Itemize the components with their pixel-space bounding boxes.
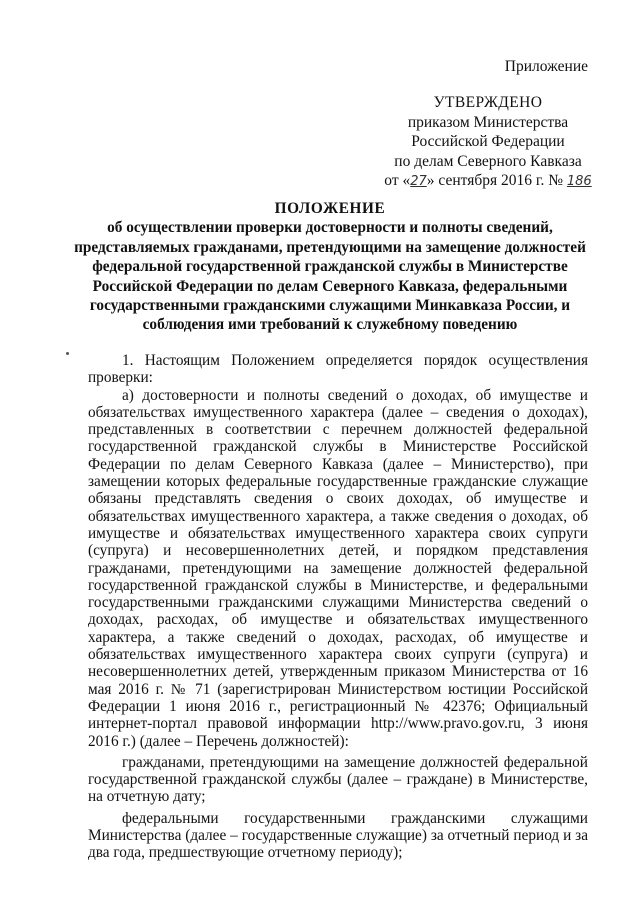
paragraph-citizens: гражданами, претендующими на замещение должностей федеральной государственной гражданской службы (далее – граждане) в Министерстве, на отчетную дату; <box>88 753 588 806</box>
approved-line-3: по делам Северного Кавказа <box>394 152 582 170</box>
title-main: ПОЛОЖЕНИЕ <box>274 200 386 217</box>
scan-speck <box>66 352 69 355</box>
appendix-label: Приложение <box>504 58 588 75</box>
paragraph-servants: федеральными государственными гражданскими служащими Министерства (далее – государственные служащие) за отчетный период и за два года, предшествующие отчетному периоду); <box>88 809 588 862</box>
approval-date-line <box>372 171 604 192</box>
date-prefix: от « <box>384 172 411 190</box>
body-text <box>88 352 588 862</box>
order-number-handwritten: 186 <box>566 174 592 190</box>
paragraph-1: 1. Настоящим Положением определяется порядок осуществления проверки: <box>88 352 588 387</box>
approved-line-1: приказом Министерства <box>407 113 569 131</box>
approved-heading: УТВЕРЖДЕНО <box>433 94 543 111</box>
title-subtitle: об осуществлении проверки достоверности и полноты сведений, представляемых гражданами, претендующими на замещение должностей федеральной государственной гражданской службы в Министерстве Российской Федерации по делам Северного Кавказа, федеральными государственными гражданскими служащими Минкавказа России, и соблюдения ими требований к служебному поведению <box>74 219 586 334</box>
approved-line-2: Российской Федерации <box>411 133 565 151</box>
document-title <box>60 199 600 335</box>
date-day-handwritten: 27 <box>410 174 427 190</box>
paragraph-a: а) достоверности и полноты сведений о доходах, об имуществе и обязательствах имущественного характера (далее – сведения о доходах), представленных в соответствии с перечнем должностей федеральной государственной гражданской службы в Министерстве Российской Федерации по делам Северного Кавказа (далее – Министерство), при замещении которых федеральные государственные гражданские служащие обязаны представлять сведения о своих доходах, об имуществе и обязательствах имущественного характера, а также сведения о доходах, об имуществе и обязательствах имущественного характера своих супруги (супруга) и несовершеннолетних детей, и порядком представления гражданами, претендующими на замещение должностей федеральной государственной гражданской службы в Министерстве, и федеральными государственными гражданскими служащими Министерства сведений о доходах, расходах, об имуществе и обязательствах имущественного характера, а также сведений о доходах, расходах, об имуществе и обязательствах имущественного характера своих супруги (супруга) и несовершеннолетних детей, утвержденным приказом Министерства от 16 мая 2016 г. № 71 (зарегистрирован Министерством юстиции Российской Федерации 1 июня 2016 г., регистрационный № 42376; Официальный интернет-портал правовой информации http://www.pravo.gov.ru, 3 июня 2016 г.) (далее – Перечень должностей): <box>88 386 588 750</box>
date-middle: » сентября 2016 г. № <box>426 172 564 190</box>
approval-stamp <box>372 93 604 192</box>
